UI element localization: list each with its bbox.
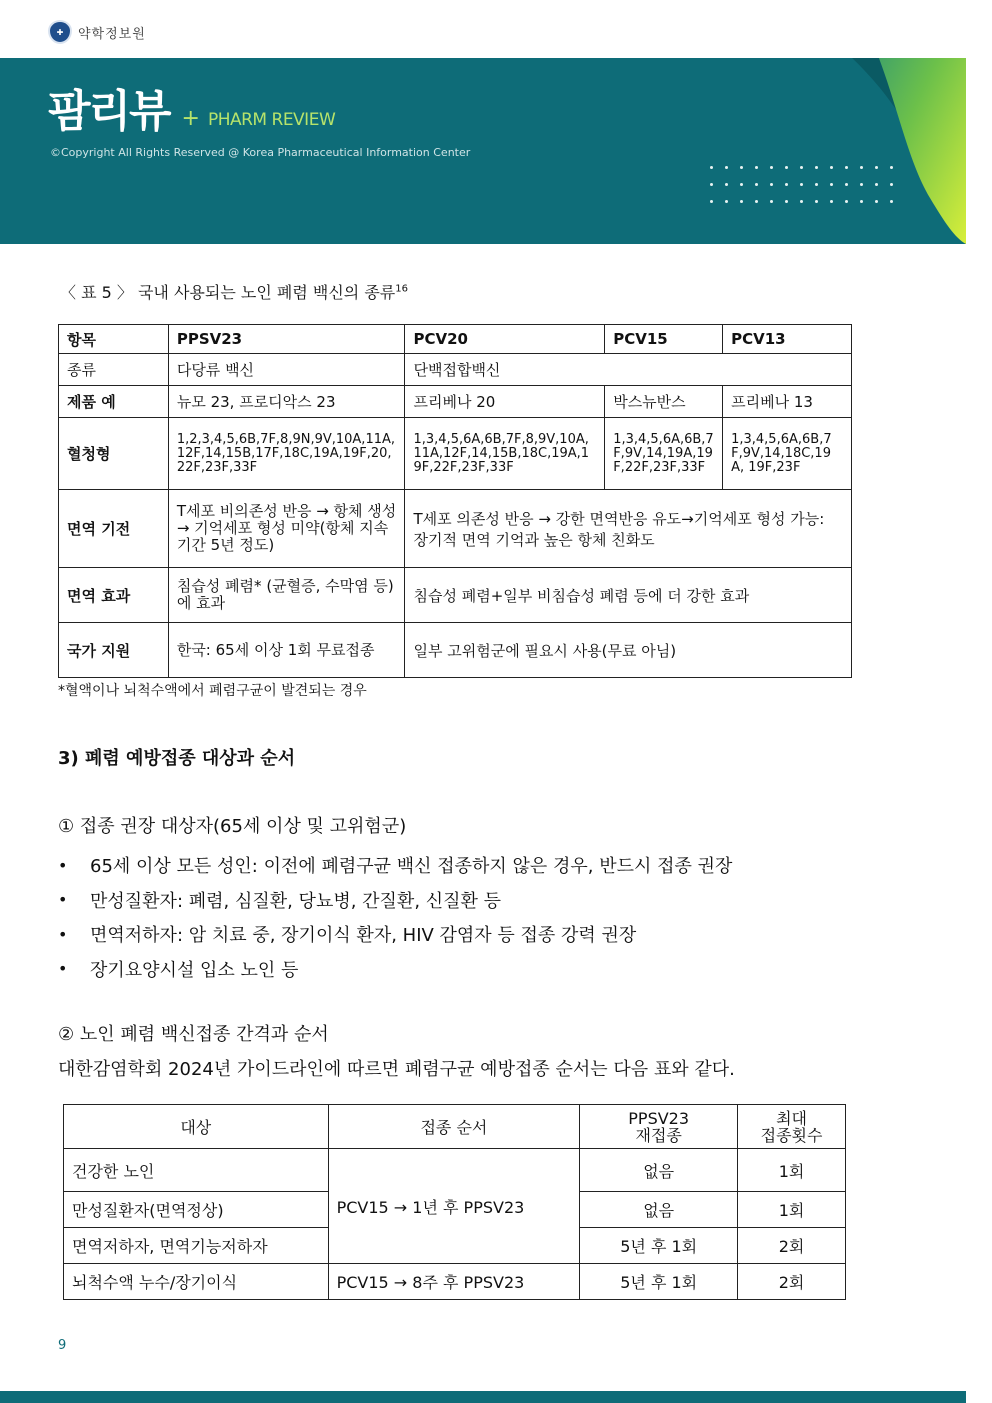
row-label: 국가 지원 bbox=[59, 623, 169, 678]
schedule-intro: 대한감염학회 2024년 가이드라인에 따르면 폐렴구균 예방접종 순서는 다음 표와 같다. bbox=[58, 1059, 735, 1080]
org-logo[interactable] bbox=[48, 20, 146, 44]
table-cell: PCV15 → 1년 후 PPSV23 bbox=[328, 1149, 580, 1264]
row-label: 종류 bbox=[59, 354, 169, 386]
schedule-table bbox=[63, 1104, 846, 1300]
table-cell: 건강한 노인 bbox=[64, 1149, 329, 1192]
table-cell: 1,3,4,5,6A,6B,7F,8,9V,10A,11A,12F,14,15B,18C,19A,19F,22F,23F,33F bbox=[405, 418, 605, 490]
table-cell: 프리베나 13 bbox=[723, 386, 852, 418]
table-cell: 없음 bbox=[580, 1192, 738, 1228]
row-label: 혈청형 bbox=[59, 418, 169, 490]
table-cell: 다당류 백신 bbox=[168, 354, 405, 386]
bullet-mark: • bbox=[58, 855, 68, 875]
table-cell: 1회 bbox=[738, 1149, 846, 1192]
table-cell: 없음 bbox=[580, 1149, 738, 1192]
header-cell: 접종 순서 bbox=[328, 1105, 580, 1149]
table-cell: 단백접합백신 bbox=[405, 354, 852, 386]
table-row bbox=[59, 386, 852, 418]
subheading-schedule: ② 노인 폐렴 백신접종 간격과 순서 bbox=[58, 1024, 329, 1045]
table-cell: 1,3,4,5,6A,6B,7F,9V,14,18C,19A, 19F,23F bbox=[723, 418, 852, 490]
table5-footnote: *혈액이나 뇌척수액에서 폐렴구균이 발견되는 경우 bbox=[58, 683, 367, 699]
table-row bbox=[59, 418, 852, 490]
row-label: 면역 효과 bbox=[59, 568, 169, 623]
footer-bar bbox=[0, 1391, 966, 1403]
table-cell: 1,3,4,5,6A,6B,7F,9V,14,19A,19F,22F,23F,33F bbox=[605, 418, 723, 490]
table-row bbox=[64, 1105, 846, 1149]
copyright: ©Copyright All Rights Reserved @ Korea Pharmaceutical Information Center bbox=[50, 146, 471, 159]
table-row bbox=[59, 325, 852, 354]
dot-pattern bbox=[710, 166, 910, 217]
table-row bbox=[59, 568, 852, 623]
table-cell: 2회 bbox=[738, 1228, 846, 1264]
table5-caption bbox=[60, 280, 408, 303]
header-cell: PCV15 bbox=[605, 325, 723, 354]
row-label: 제품 예 bbox=[59, 386, 169, 418]
table-cell: 한국: 65세 이상 1회 무료접종 bbox=[168, 623, 405, 678]
brand-plus: + bbox=[181, 106, 200, 131]
list-item: • 65세 이상 모든 성인: 이전에 폐렴구균 백신 접종하지 않은 경우, 반드시 접종 권장 bbox=[58, 855, 733, 878]
table-cell: 5년 후 1회 bbox=[580, 1264, 738, 1300]
header-cell: PCV13 bbox=[723, 325, 852, 354]
row-label: 면역 기전 bbox=[59, 490, 169, 568]
brand bbox=[48, 86, 336, 137]
table-cell: 일부 고위험군에 필요시 사용(무료 아님) bbox=[405, 623, 852, 678]
subheading-targets: ① 접종 권장 대상자(65세 이상 및 고위험군) bbox=[58, 816, 407, 837]
list-item: • 면역저하자: 암 치료 중, 장기이식 환자, HIV 감염자 등 접종 강력 권장 bbox=[58, 924, 637, 947]
table-cell: 침습성 폐렴+일부 비침습성 폐렴 등에 더 강한 효과 bbox=[405, 568, 852, 623]
org-emblem-icon: ✚ bbox=[48, 20, 72, 44]
table5-caption-text: 〈 표 5 〉 국내 사용되는 노인 폐렴 백신의 종류 bbox=[60, 283, 396, 302]
list-item: • 장기요양시설 입소 노인 등 bbox=[58, 959, 299, 981]
bullet-mark: • bbox=[58, 959, 68, 979]
org-name: 약학정보원 bbox=[78, 26, 146, 42]
header-cell: 대상 bbox=[64, 1105, 329, 1149]
brand-title: 팜리뷰 bbox=[48, 86, 170, 137]
table-cell: 만성질환자(면역정상) bbox=[64, 1192, 329, 1228]
table-row bbox=[59, 490, 852, 568]
header-cell: PCV20 bbox=[405, 325, 605, 354]
top-bar bbox=[0, 0, 992, 58]
table5-caption-ref: 16 bbox=[395, 283, 408, 295]
table-cell: T세포 비의존성 반응 → 항체 생성→ 기억세포 형성 미약(항체 지속 기간 5년 정도) bbox=[168, 490, 405, 568]
vaccine-types-table bbox=[58, 324, 852, 678]
header-cell: 항목 bbox=[59, 325, 169, 354]
table-cell: 면역저하자, 면역기능저하자 bbox=[64, 1228, 329, 1264]
table-cell: 5년 후 1회 bbox=[580, 1228, 738, 1264]
target-list bbox=[58, 848, 732, 986]
table-cell: 뇌척수액 누수/장기이식 bbox=[64, 1264, 329, 1300]
table-cell: 프리베나 20 bbox=[405, 386, 605, 418]
header-cell: 최대 접종횟수 bbox=[738, 1105, 846, 1149]
table-row bbox=[64, 1149, 846, 1192]
table-row bbox=[64, 1264, 846, 1300]
header-cell: PPSV23 bbox=[168, 325, 405, 354]
header-cell: PPSV23 재접종 bbox=[580, 1105, 738, 1149]
table-cell: PCV15 → 8주 후 PPSV23 bbox=[328, 1264, 580, 1300]
table-cell: 침습성 폐렴* (균혈증, 수막염 등)에 효과 bbox=[168, 568, 405, 623]
brand-subtitle: PHARM REVIEW bbox=[207, 110, 336, 130]
list-item: • 만성질환자: 폐렴, 심질환, 당뇨병, 간질환, 신질환 등 bbox=[58, 890, 502, 912]
section-heading: 3) 폐렴 예방접종 대상과 순서 bbox=[58, 748, 296, 769]
table-cell: 2회 bbox=[738, 1264, 846, 1300]
page-number: 9 bbox=[58, 1338, 67, 1353]
table-cell: T세포 의존성 반응 → 강한 면역반응 유도→기억세포 형성 가능: 장기적 면역 기억과 높은 항체 친화도 bbox=[405, 490, 852, 568]
table-cell: 박스뉴반스 bbox=[605, 386, 723, 418]
table-cell: 1,2,3,4,5,6B,7F,8,9N,9V,10A,11A,12F,14,15B,17F,18C,19A,19F,20,22F,23F,33F bbox=[168, 418, 405, 490]
table-cell: 뉴모 23, 프로디악스 23 bbox=[168, 386, 405, 418]
bullet-mark: • bbox=[58, 924, 68, 944]
table-row bbox=[59, 623, 852, 678]
table-cell: 1회 bbox=[738, 1192, 846, 1228]
table-row bbox=[59, 354, 852, 386]
bullet-mark: • bbox=[58, 890, 68, 910]
